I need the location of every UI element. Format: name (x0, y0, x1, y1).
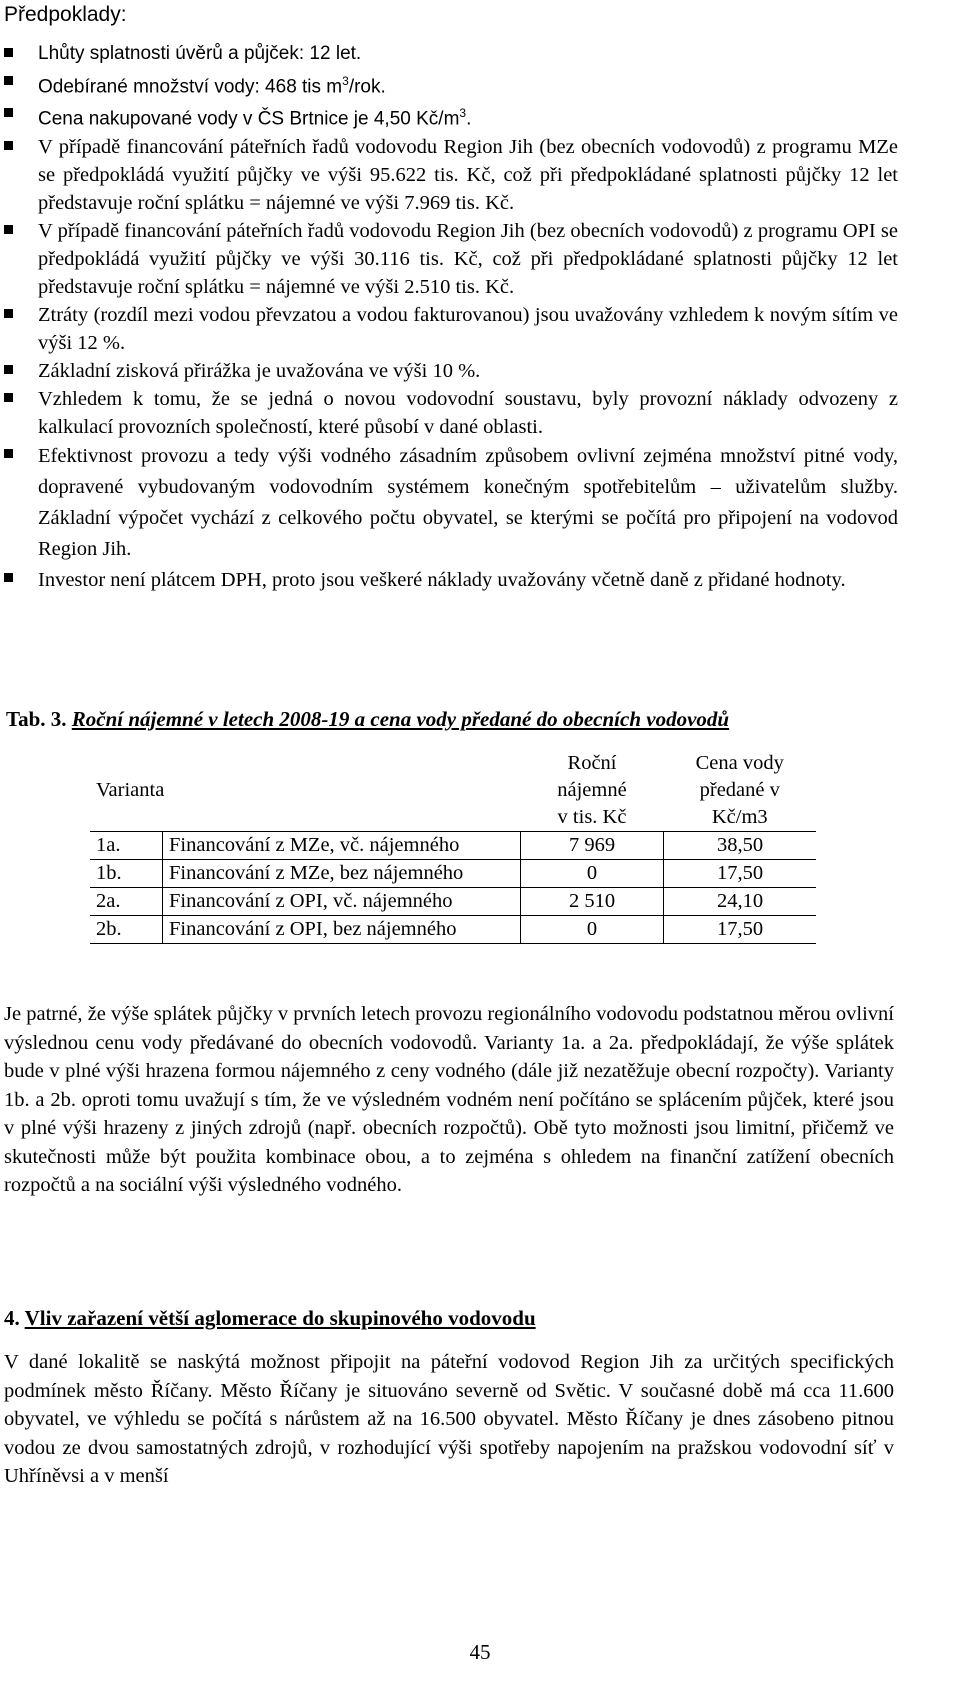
list-item: Ztráty (rozdíl mezi vodou převzatou a vodou fakturovanou) jsou uvažovány vzhledem k novým sítím ve výši 12 %. (38, 301, 898, 357)
bullet-square-icon (4, 309, 13, 318)
header-variant: Varianta (96, 779, 165, 801)
assumptions-list (38, 40, 898, 596)
bullet-square-icon (4, 141, 13, 150)
page-number: 45 (469, 1640, 491, 1664)
table-row: 2b. Financování z OPI, bez nájemného 0 17,50 (90, 916, 816, 944)
paragraph-ricany: V dané lokalitě se naskýtá možnost připojit na páteřní vodovod Region Jih za určitých specifických podmínek město Říčany. Město Říčany je situováno severně od Světic. V současné době má cca 11.600 obyvatel, ve výhledu se počítá s nárůstem až na 16.500 obyvatel. Město Říčany je dnes zásobeno pitnou vodou ze dvou samostatných zdrojů, v rozhodující výši spotřeby napojením na pražskou vodovodní síť v Uhříněvsi a v menší (4, 1351, 894, 1487)
paragraph-variants: Je patrné, že výše splátek půjčky v prvních letech provozu regionálního vodovodu podstatnou měrou ovlivní výslednou cenu vody předávané do obecních vodovodů. Varianty 1a. a 2a. předpokládají, že výše splátek bude v plné výši hrazena formou nájemného z ceny vodného (dále již nezatěžuje obecní rozpočty). Varianty 1b. a 2b. oproti tomu uvažují s tím, že ve výsledném vodném není počítáno se splácením půjček, které jsou v plné výši hrazeny z jiných zdrojů (např. obecních rozpočtů). Obě tyto možnosti jsou limitní, přičemž ve skutečnosti může být použita kombinace obou, a to zejména s ohledem na finanční zatížení obecních rozpočtů a na sociální výši výsledného vodného. (4, 1003, 894, 1196)
list-item: Vzhledem k tomu, že se jedná o novou vodovodní soustavu, byly provozní náklady odvozeny z kalkulací provozních společností, které působí v dané oblasti. (38, 385, 898, 441)
bullet-square-icon (4, 48, 13, 57)
table-row: 2a. Financování z OPI, vč. nájemného 2 510 24,10 (90, 888, 816, 916)
section-heading: Předpoklady: (4, 3, 127, 26)
list-item: Investor není plátcem DPH, proto jsou veškeré náklady uvažovány včetně daně z přidané hodnoty. (38, 565, 898, 596)
list-item: Cena nakupované vody v ČS Brtnice je 4,50 $Kč/m^3$. (38, 100, 898, 133)
bullet-square-icon (4, 225, 13, 234)
list-item: V případě financování páteřních řadů vodovodu Region Jih (bez obecních vodovodů) z programu OPI se předpokládá využití půjčky ve výši 30.116 tis. Kč, což při předpokládané splatnosti půjčky 12 let představuje roční splátku = nájemné ve výši 2.510 tis. Kč. (38, 217, 898, 301)
bullet-square-icon (4, 108, 13, 117)
list-item: Efektivnost provozu a tedy výši vodného zásadním způsobem ovlivní zejména množství pitné vody, dopravené vybudovaným vodovodním systémem konečným spotřebitelům – uživatelům služby. Základní výpočet vychází z celkového počtu obyvatel, se kterými se počítá pro připojení na vodovod Region Jih. (38, 441, 898, 565)
bullet-square-icon (4, 365, 13, 374)
list-item: Základní zisková přirážka je uvažována ve výši 10 %. (38, 357, 898, 385)
table-header-row (90, 750, 816, 832)
bullet-square-icon (4, 573, 13, 582)
table-row: 1a. Financování z MZe, vč. nájemného 7 969 38,50 (90, 832, 816, 860)
bullet-square-icon (4, 449, 13, 458)
list-item: Lhůty splatnosti úvěrů a půjček: 12 let. (38, 40, 898, 68)
list-item: Odebírané množství vody: 468 tis $m^3$/rok. (38, 68, 898, 101)
table-caption: Tab. 3. Roční nájemné v letech 2008-19 a cena vody předané do obecních vodovodů (6, 707, 730, 731)
bullet-square-icon (4, 76, 13, 85)
table-row: 1b. Financování z MZe, bez nájemného 0 17,50 (90, 860, 816, 888)
rent-price-table (90, 750, 816, 944)
header-rent: Roční nájemné v tis. Kč (557, 752, 627, 828)
bullet-square-icon (4, 393, 13, 402)
section-title: 4. Vliv zařazení větší aglomerace do skupinového vodovodu (4, 1306, 536, 1330)
header-price: Cena vody předané v Kč/m3 (695, 752, 784, 828)
list-item: V případě financování páteřních řadů vodovodu Region Jih (bez obecních vodovodů) z programu MZe se předpokládá využití půjčky ve výši 95.622 tis. Kč, což při předpokládané splatnosti půjčky 12 let představuje roční splátku = nájemné ve výši 7.969 tis. Kč. (38, 133, 898, 217)
